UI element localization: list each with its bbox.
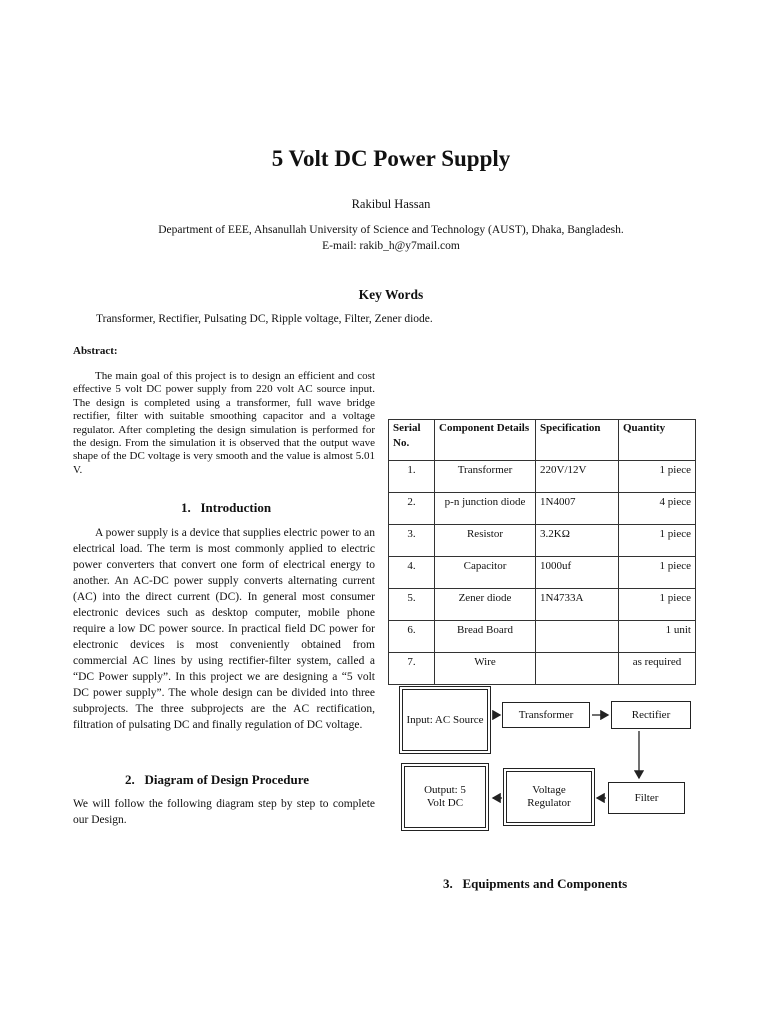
filter-block: Filter: [608, 782, 685, 814]
diagram-title: Diagram of Design Procedure: [144, 772, 310, 787]
header-specification: Specification: [536, 420, 619, 461]
output-block: Output: 5 Volt DC: [404, 766, 486, 828]
cell-quantity: 4 piece: [619, 493, 696, 525]
cell-quantity: as required: [619, 653, 696, 685]
cell-serial: 2.: [389, 493, 435, 525]
author-name: Rakibul Hassan: [351, 197, 431, 211]
cell-component: Zener diode: [435, 589, 536, 621]
cell-component: p-n junction diode: [435, 493, 536, 525]
cell-serial: 4.: [389, 557, 435, 589]
intro-title: Introduction: [200, 500, 272, 515]
keywords-text: Transformer, Rectifier, Pulsating DC, Ripple voltage, Filter, Zener diode.: [96, 313, 433, 325]
cell-quantity: 1 unit: [619, 621, 696, 653]
cell-component: Transformer: [435, 461, 536, 493]
header-serial: Serial No.: [389, 420, 435, 461]
abstract-text: The main goal of this project is to design an efficient and cost effective 5 volt DC power supply from 220 volt AC source input. The design is completed using a transformer, full wave bridge rectifier, filter with suitable smoothing capacitor and a voltage regulator. After completing the design simulation is performed for the design. From the simulation it is observed that the output wave shape of the DC voltage is very smooth and the value is almost 5.01 V.: [73, 370, 375, 476]
cell-quantity: 1 piece: [619, 461, 696, 493]
cell-quantity: 1 piece: [619, 589, 696, 621]
cell-component: Bread Board: [435, 621, 536, 653]
keywords-heading: Key Words: [358, 287, 424, 302]
paper-title: 5 Volt DC Power Supply: [271, 146, 511, 171]
diagram-number: 2.: [125, 772, 135, 787]
abstract-heading: Abstract:: [73, 345, 118, 357]
diagram-text: We will follow the following diagram step by step to complete our Design.: [73, 798, 375, 826]
email: E-mail: rakib_h@y7mail.com: [322, 240, 460, 252]
cell-serial: 1.: [389, 461, 435, 493]
transformer-block: Transformer: [502, 702, 590, 728]
cell-serial: 7.: [389, 653, 435, 685]
cell-component: Capacitor: [435, 557, 536, 589]
affiliation: Department of EEE, Ahsanullah University of Science and Technology (AUST), Dhaka, Bangladesh.: [158, 224, 624, 236]
intro-number: 1.: [181, 500, 191, 515]
equipment-number: 3.: [443, 876, 453, 891]
voltage-regulator-block: Voltage Regulator: [506, 771, 592, 823]
intro-text: A power supply is a device that supplies electric power to an electrical load. The term is most commonly applied to electric power converters that convert one form of electrical energy to another. An AC-DC power supply converts alternating current (AC) into the direct current (DC). In general most consumer electronic devices such as desktop computer, mobile phone require a low DC power source. In practical field DC power for electronic devices is most conveniently obtained from commercial AC lines by using rectifier-filter system, called a “DC Power supply”. In this project we are designing a “5 volt DC power supply”. The whole design can be divided into three subprojects. The three subprojects are the AC rectification, filtration of pulsating DC and finally regulation of DC voltage.: [73, 527, 375, 731]
cell-component: Wire: [435, 653, 536, 685]
cell-quantity: 1 piece: [619, 525, 696, 557]
header-component: Component Details: [435, 420, 536, 461]
cell-specification: 1N4007: [536, 493, 619, 525]
cell-serial: 3.: [389, 525, 435, 557]
header-quantity: Quantity: [619, 420, 696, 461]
rectifier-block: Rectifier: [611, 701, 691, 729]
cell-component: Resistor: [435, 525, 536, 557]
cell-serial: 6.: [389, 621, 435, 653]
cell-specification: 1000uf: [536, 557, 619, 589]
input-block: Input: AC Source: [402, 689, 488, 751]
cell-specification: 3.2KΩ: [536, 525, 619, 557]
cell-serial: 5.: [389, 589, 435, 621]
cell-quantity: 1 piece: [619, 557, 696, 589]
cell-specification: 1N4733A: [536, 589, 619, 621]
cell-specification: 220V/12V: [536, 461, 619, 493]
equipment-title: Equipments and Components: [462, 876, 628, 891]
